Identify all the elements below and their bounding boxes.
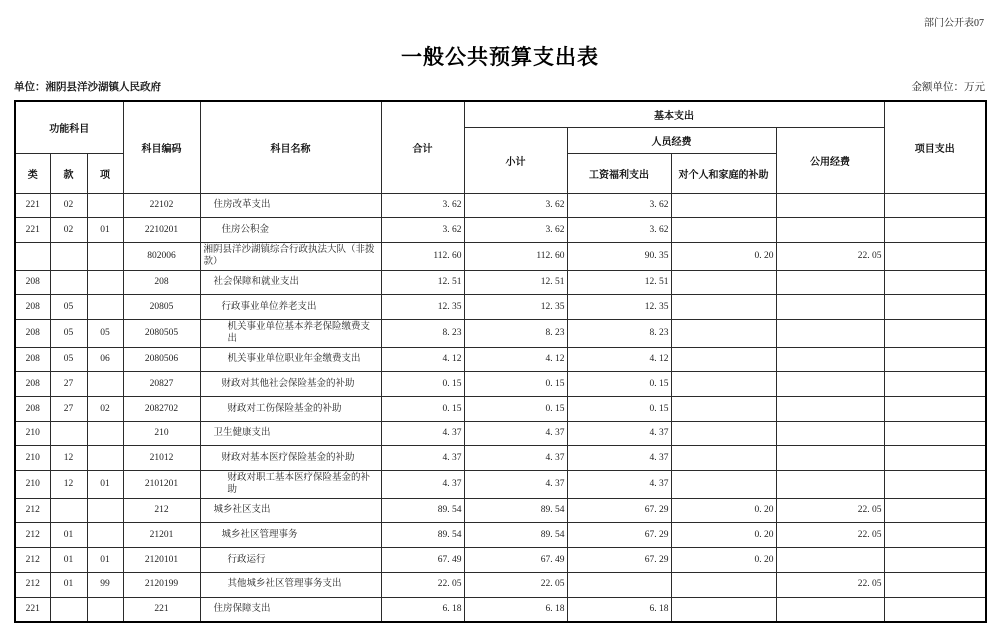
cell-total: 4. 37 <box>381 471 464 499</box>
cell-name: 城乡社区管理事务 <box>200 523 381 548</box>
cell-family-subsidy <box>671 471 776 499</box>
cell-public-funds <box>776 270 884 295</box>
cell-public-funds <box>776 193 884 218</box>
cell-total: 6. 18 <box>381 597 464 622</box>
cell-kuan: 27 <box>50 372 87 397</box>
form-number-label: 部门公开表07 <box>924 18 984 29</box>
cell-total: 8. 23 <box>381 319 464 347</box>
cell-subtotal: 89. 54 <box>464 498 567 523</box>
cell-xiang: 05 <box>87 319 123 347</box>
cell-family-subsidy <box>671 270 776 295</box>
cell-xiang: 02 <box>87 397 123 422</box>
cell-subtotal: 22. 05 <box>464 572 567 597</box>
cell-total: 67. 49 <box>381 548 464 573</box>
cell-project-expense <box>884 347 986 372</box>
cell-total: 4. 37 <box>381 446 464 471</box>
cell-salary-welfare: 3. 62 <box>567 218 671 243</box>
cell-subtotal: 0. 15 <box>464 372 567 397</box>
cell-name: 财政对其他社会保险基金的补助 <box>200 372 381 397</box>
cell-code: 2101201 <box>123 471 200 499</box>
table-row <box>15 397 986 422</box>
header-name: 科目名称 <box>200 101 381 193</box>
cell-name: 湘阴县洋沙湖镇综合行政执法大队（非拨款） <box>200 242 381 270</box>
cell-xiang <box>87 498 123 523</box>
cell-xiang <box>87 597 123 622</box>
cell-xiang: 01 <box>87 218 123 243</box>
cell-project-expense <box>884 498 986 523</box>
cell-public-funds: 22. 05 <box>776 572 884 597</box>
table-row <box>15 218 986 243</box>
cell-project-expense <box>884 572 986 597</box>
cell-public-funds <box>776 471 884 499</box>
cell-lei: 208 <box>15 397 50 422</box>
cell-kuan: 12 <box>50 446 87 471</box>
cell-subtotal: 12. 51 <box>464 270 567 295</box>
table-row <box>15 548 986 573</box>
cell-salary-welfare: 0. 15 <box>567 372 671 397</box>
cell-salary-welfare: 4. 37 <box>567 471 671 499</box>
cell-family-subsidy <box>671 597 776 622</box>
table-row <box>15 193 986 218</box>
cell-subtotal: 89. 54 <box>464 523 567 548</box>
cell-lei: 208 <box>15 295 50 320</box>
cell-kuan: 05 <box>50 295 87 320</box>
cell-kuan: 01 <box>50 572 87 597</box>
table-header <box>15 101 986 193</box>
cell-name: 财政对基本医疗保险基金的补助 <box>200 446 381 471</box>
cell-subtotal: 8. 23 <box>464 319 567 347</box>
cell-project-expense <box>884 295 986 320</box>
cell-family-subsidy <box>671 421 776 446</box>
cell-public-funds <box>776 319 884 347</box>
cell-public-funds <box>776 597 884 622</box>
cell-code: 20827 <box>123 372 200 397</box>
cell-code: 802006 <box>123 242 200 270</box>
cell-xiang: 06 <box>87 347 123 372</box>
cell-lei: 208 <box>15 270 50 295</box>
cell-salary-welfare: 12. 35 <box>567 295 671 320</box>
cell-total: 0. 15 <box>381 397 464 422</box>
cell-xiang <box>87 270 123 295</box>
cell-family-subsidy <box>671 218 776 243</box>
cell-salary-welfare: 4. 37 <box>567 446 671 471</box>
table-row <box>15 498 986 523</box>
header-salary-welfare: 工资福利支出 <box>567 153 671 193</box>
table-row <box>15 421 986 446</box>
cell-name: 行政运行 <box>200 548 381 573</box>
cell-public-funds: 22. 05 <box>776 242 884 270</box>
cell-subtotal: 3. 62 <box>464 193 567 218</box>
header-public-funds: 公用经费 <box>776 127 884 193</box>
cell-code: 2080505 <box>123 319 200 347</box>
cell-lei: 210 <box>15 446 50 471</box>
header-basic-expense: 基本支出 <box>464 101 884 127</box>
cell-family-subsidy <box>671 295 776 320</box>
cell-total: 4. 37 <box>381 421 464 446</box>
cell-kuan: 02 <box>50 193 87 218</box>
cell-code: 2120101 <box>123 548 200 573</box>
cell-total: 0. 15 <box>381 372 464 397</box>
cell-project-expense <box>884 270 986 295</box>
cell-xiang <box>87 372 123 397</box>
table-row <box>15 347 986 372</box>
cell-project-expense <box>884 218 986 243</box>
header-subtotal: 小计 <box>464 127 567 193</box>
cell-subtotal: 4. 37 <box>464 421 567 446</box>
cell-kuan: 05 <box>50 347 87 372</box>
cell-project-expense <box>884 548 986 573</box>
table-row <box>15 523 986 548</box>
cell-name: 行政事业单位养老支出 <box>200 295 381 320</box>
cell-project-expense <box>884 523 986 548</box>
cell-public-funds <box>776 446 884 471</box>
cell-kuan <box>50 421 87 446</box>
cell-lei: 208 <box>15 319 50 347</box>
cell-public-funds <box>776 372 884 397</box>
cell-family-subsidy <box>671 372 776 397</box>
header-total: 合计 <box>381 101 464 193</box>
cell-code: 2210201 <box>123 218 200 243</box>
cell-total: 4. 12 <box>381 347 464 372</box>
cell-subtotal: 4. 12 <box>464 347 567 372</box>
header-row-1 <box>15 101 986 127</box>
cell-salary-welfare: 8. 23 <box>567 319 671 347</box>
cell-name: 城乡社区支出 <box>200 498 381 523</box>
cell-family-subsidy: 0. 20 <box>671 548 776 573</box>
cell-kuan <box>50 597 87 622</box>
header-family-subsidy: 对个人和家庭的补助 <box>671 153 776 193</box>
cell-xiang <box>87 446 123 471</box>
cell-lei: 221 <box>15 193 50 218</box>
cell-salary-welfare: 4. 12 <box>567 347 671 372</box>
cell-kuan <box>50 270 87 295</box>
header-lei: 类 <box>15 153 50 193</box>
cell-code: 2082702 <box>123 397 200 422</box>
cell-name: 财政对工伤保险基金的补助 <box>200 397 381 422</box>
table-row <box>15 597 986 622</box>
cell-public-funds: 22. 05 <box>776 523 884 548</box>
cell-code: 212 <box>123 498 200 523</box>
cell-family-subsidy: 0. 20 <box>671 498 776 523</box>
cell-kuan <box>50 498 87 523</box>
page-title: 一般公共预算支出表 <box>401 45 599 69</box>
cell-name: 住房保障支出 <box>200 597 381 622</box>
cell-project-expense <box>884 397 986 422</box>
table-row <box>15 446 986 471</box>
cell-public-funds <box>776 295 884 320</box>
cell-family-subsidy <box>671 397 776 422</box>
header-project-expense: 项目支出 <box>884 101 986 193</box>
cell-code: 20805 <box>123 295 200 320</box>
cell-code: 208 <box>123 270 200 295</box>
cell-code: 221 <box>123 597 200 622</box>
table-row <box>15 372 986 397</box>
cell-subtotal: 112. 60 <box>464 242 567 270</box>
cell-project-expense <box>884 471 986 499</box>
cell-lei: 212 <box>15 572 50 597</box>
cell-salary-welfare: 0. 15 <box>567 397 671 422</box>
cell-lei: 210 <box>15 421 50 446</box>
cell-code: 2120199 <box>123 572 200 597</box>
cell-public-funds <box>776 421 884 446</box>
cell-project-expense <box>884 446 986 471</box>
cell-xiang: 01 <box>87 548 123 573</box>
cell-public-funds: 22. 05 <box>776 498 884 523</box>
cell-lei: 210 <box>15 471 50 499</box>
cell-lei: 208 <box>15 347 50 372</box>
cell-code: 210 <box>123 421 200 446</box>
budget-table <box>14 100 987 623</box>
cell-subtotal: 4. 37 <box>464 446 567 471</box>
cell-family-subsidy <box>671 193 776 218</box>
cell-kuan: 01 <box>50 548 87 573</box>
table-row <box>15 319 986 347</box>
cell-project-expense <box>884 372 986 397</box>
cell-xiang: 99 <box>87 572 123 597</box>
cell-kuan: 02 <box>50 218 87 243</box>
cell-kuan: 12 <box>50 471 87 499</box>
cell-salary-welfare: 67. 29 <box>567 498 671 523</box>
cell-lei: 221 <box>15 597 50 622</box>
cell-xiang <box>87 193 123 218</box>
cell-salary-welfare: 4. 37 <box>567 421 671 446</box>
cell-salary-welfare: 67. 29 <box>567 548 671 573</box>
table-body <box>15 193 986 622</box>
cell-name: 财政对职工基本医疗保险基金的补助 <box>200 471 381 499</box>
cell-lei <box>15 242 50 270</box>
table-row <box>15 295 986 320</box>
cell-total: 12. 51 <box>381 270 464 295</box>
cell-name: 住房改革支出 <box>200 193 381 218</box>
cell-kuan: 27 <box>50 397 87 422</box>
cell-public-funds <box>776 397 884 422</box>
cell-family-subsidy: 0. 20 <box>671 242 776 270</box>
table-row <box>15 242 986 270</box>
cell-kuan: 01 <box>50 523 87 548</box>
cell-code: 22102 <box>123 193 200 218</box>
cell-family-subsidy <box>671 319 776 347</box>
cell-total: 89. 54 <box>381 498 464 523</box>
header-xiang: 项 <box>87 153 123 193</box>
cell-xiang: 01 <box>87 471 123 499</box>
cell-lei: 212 <box>15 548 50 573</box>
cell-salary-welfare: 67. 29 <box>567 523 671 548</box>
unit-label: 单位：湘阴县洋沙湖镇人民政府 <box>14 82 161 93</box>
cell-salary-welfare: 3. 62 <box>567 193 671 218</box>
cell-lei: 208 <box>15 372 50 397</box>
cell-subtotal: 0. 15 <box>464 397 567 422</box>
header-code: 科目编码 <box>123 101 200 193</box>
table-row <box>15 471 986 499</box>
header-personnel: 人员经费 <box>567 127 776 153</box>
cell-salary-welfare: 90. 35 <box>567 242 671 270</box>
cell-salary-welfare <box>567 572 671 597</box>
cell-xiang <box>87 523 123 548</box>
cell-subtotal: 3. 62 <box>464 218 567 243</box>
cell-lei: 212 <box>15 498 50 523</box>
cell-code: 2080506 <box>123 347 200 372</box>
cell-project-expense <box>884 597 986 622</box>
cell-total: 89. 54 <box>381 523 464 548</box>
cell-code: 21201 <box>123 523 200 548</box>
cell-salary-welfare: 12. 51 <box>567 270 671 295</box>
cell-total: 22. 05 <box>381 572 464 597</box>
cell-lei: 212 <box>15 523 50 548</box>
cell-subtotal: 4. 37 <box>464 471 567 499</box>
cell-name: 机关事业单位职业年金缴费支出 <box>200 347 381 372</box>
cell-total: 112. 60 <box>381 242 464 270</box>
cell-name: 住房公积金 <box>200 218 381 243</box>
cell-xiang <box>87 421 123 446</box>
cell-project-expense <box>884 193 986 218</box>
cell-code: 21012 <box>123 446 200 471</box>
table-row <box>15 572 986 597</box>
cell-public-funds <box>776 218 884 243</box>
header-func-group: 功能科目 <box>15 101 123 153</box>
cell-family-subsidy <box>671 446 776 471</box>
cell-total: 12. 35 <box>381 295 464 320</box>
cell-salary-welfare: 6. 18 <box>567 597 671 622</box>
table-row <box>15 270 986 295</box>
header-kuan: 款 <box>50 153 87 193</box>
cell-name: 卫生健康支出 <box>200 421 381 446</box>
cell-public-funds <box>776 548 884 573</box>
cell-kuan <box>50 242 87 270</box>
cell-project-expense <box>884 421 986 446</box>
cell-family-subsidy <box>671 347 776 372</box>
cell-name: 社会保障和就业支出 <box>200 270 381 295</box>
cell-public-funds <box>776 347 884 372</box>
cell-xiang <box>87 295 123 320</box>
cell-xiang <box>87 242 123 270</box>
cell-family-subsidy <box>671 572 776 597</box>
cell-family-subsidy: 0. 20 <box>671 523 776 548</box>
amount-unit-label: 金额单位：万元 <box>911 82 985 93</box>
cell-subtotal: 6. 18 <box>464 597 567 622</box>
cell-total: 3. 62 <box>381 218 464 243</box>
cell-subtotal: 67. 49 <box>464 548 567 573</box>
cell-project-expense <box>884 242 986 270</box>
cell-name: 机关事业单位基本养老保险缴费支出 <box>200 319 381 347</box>
cell-project-expense <box>884 319 986 347</box>
cell-name: 其他城乡社区管理事务支出 <box>200 572 381 597</box>
cell-lei: 221 <box>15 218 50 243</box>
cell-total: 3. 62 <box>381 193 464 218</box>
meta-row <box>14 79 985 94</box>
cell-kuan: 05 <box>50 319 87 347</box>
cell-subtotal: 12. 35 <box>464 295 567 320</box>
